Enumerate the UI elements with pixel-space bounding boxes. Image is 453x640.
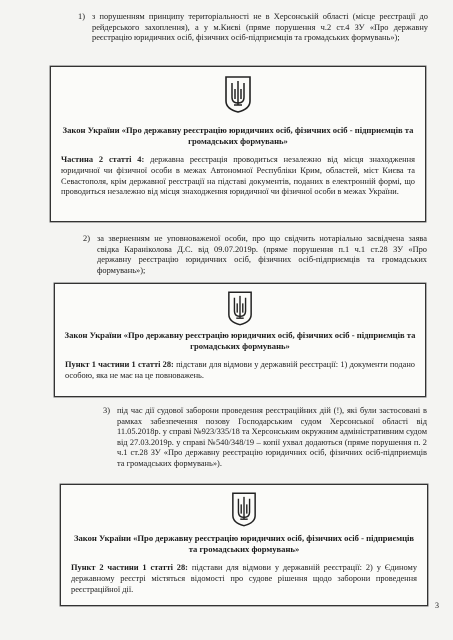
coat-of-arms-icon	[224, 75, 252, 113]
list-item-3	[103, 406, 427, 470]
list-item-text: з порушенням принципу територіальності не в Херсонській області (місце реєстрації до рейдерського захоплення), а у м.Києві (пряме порушення ч.2 ст.4 ЗУ «Про державну реєстрацію юридичних осіб, фізичних осіб-підприємців та громадських формувань»);	[92, 12, 428, 43]
law-quote-box-2	[54, 283, 426, 397]
law-article-ref: Пункт 1 частини 1 статті 28:	[65, 360, 174, 369]
law-article-ref: Частина 2 статті 4:	[61, 155, 145, 164]
coat-of-arms-icon	[231, 491, 257, 527]
list-item-number: 2)	[83, 234, 90, 243]
law-excerpt	[65, 360, 415, 382]
law-quote-box-1	[50, 66, 426, 222]
page-number: 3	[435, 601, 439, 610]
coat-of-arms-icon	[227, 290, 253, 326]
law-excerpt	[71, 563, 417, 595]
law-article-ref: Пункт 2 частини 1 статті 28:	[71, 563, 188, 572]
law-article-text: підстави для відмови у державній реєстрації: 1) документи подано особою, яка не має на це повноважень.	[65, 360, 415, 380]
law-title: Закон України «Про державну реєстрацію юридичних осіб, фізичних осіб - підприємців та громадських формувань»	[62, 125, 414, 146]
list-item-number: 1)	[78, 12, 85, 21]
list-item-1	[78, 12, 428, 44]
list-item-number: 3)	[103, 406, 110, 415]
law-article-text: підстави для відмови у державній реєстрації: 2) у Єдиному державному реєстрі містяться відомості про судове рішення щодо заборони проведення реєстраційної дії.	[71, 563, 418, 594]
list-item-text: під час дії судової заборони проведення реєстраційних дій (!), які були застосовані в рамках забезпечення позову Господарським судом Херсонської області від 11.05.2018р. у справі №923/335/18 та Херсонським окружним адміністративним судом від 27.03.2019р. у справі №540/348/19 – копії ухвал додаються (пряме порушення п. 2 ч.1 ст.28 ЗУ «Про державну реєстрацію юридичних осіб, фізичних осіб-підприємців та громадських формувань»).	[117, 406, 427, 468]
law-title: Закон України «Про державну реєстрацію юридичних осіб, фізичних осіб - підприємців та громадських формувань»	[64, 330, 416, 351]
list-item-2	[83, 234, 427, 276]
law-article-text: державна реєстрація проводиться незалежно від місця знаходження юридичної чи фізичної особи в межах Автономної Республіки Крим, областей, міст Києва та Севастополя, крім державної реєстрації на підставі документів, поданих в електронній формі, що проводиться незалежно від місця знаходження юридичної чи фізичної особи в межах України.	[61, 155, 415, 197]
law-title: Закон України «Про державну реєстрацію юридичних осіб, фізичних осіб - підприємців та громадських формувань»	[73, 533, 415, 554]
law-quote-box-3	[60, 484, 428, 606]
law-excerpt	[61, 155, 415, 198]
list-item-text: за зверненням не уповноваженої особи, про що свідчить нотаріально засвідчена заява свідка Караніколова Д.С. від 09.07.2019р. (пряме порушення п.1 ч.1 ст.28 ЗУ «Про державну реєстрацію юридичних осіб, фізичних осіб-підприємців та громадських формувань»);	[97, 234, 427, 275]
